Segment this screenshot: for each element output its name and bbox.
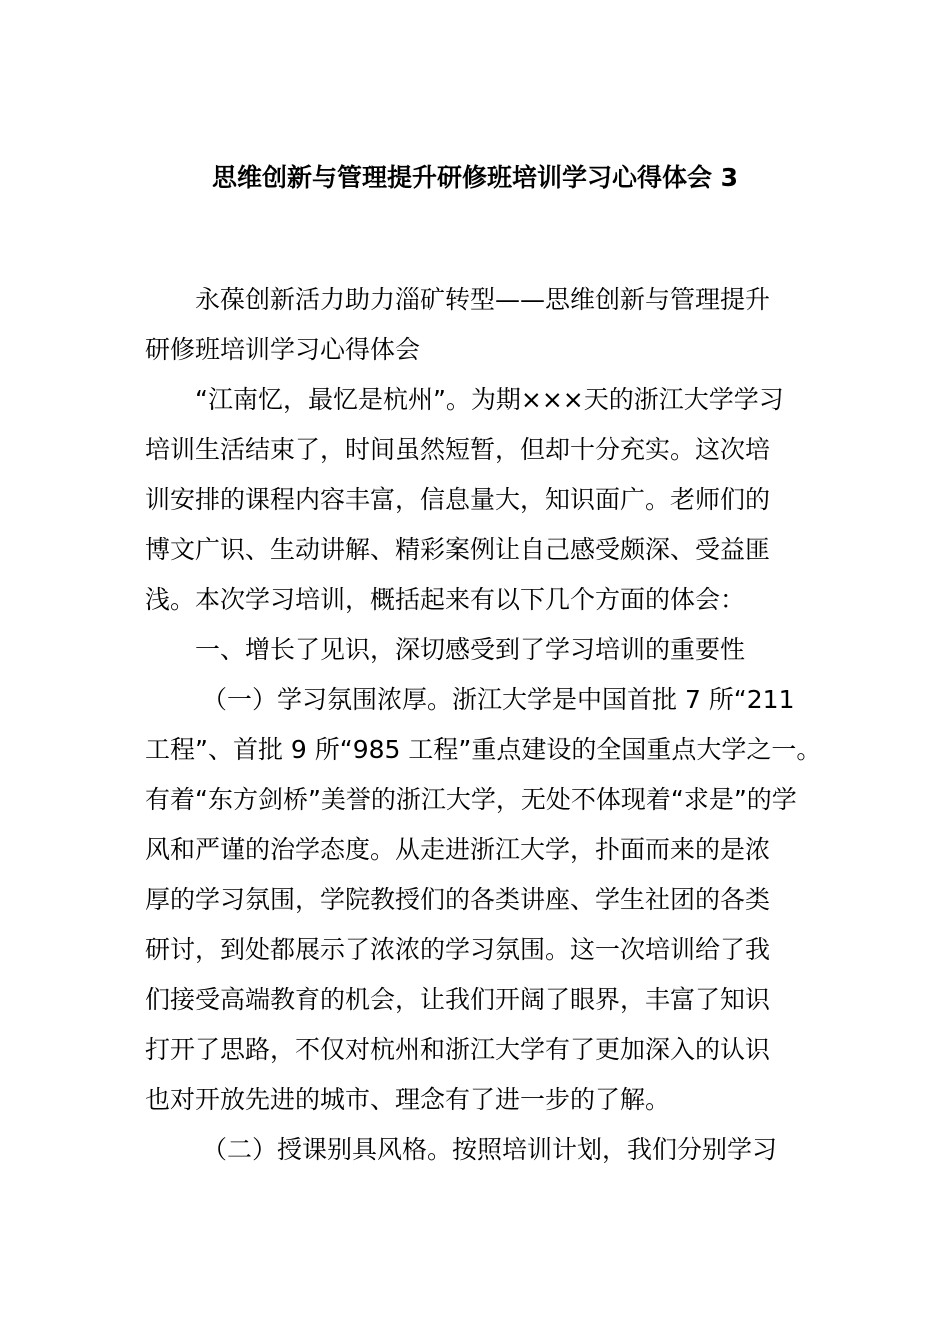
paragraph-line: 浅。本次学习培训，概括起来有以下几个方面的体会： — [145, 585, 746, 614]
paragraph-line: 风和严谨的治学态度。从走进浙江大学，扑面而来的是浓 — [145, 835, 771, 864]
paragraph-line: 打开了思路，不仅对杭州和浙江大学有了更加深入的认识 — [145, 1035, 771, 1064]
paragraph-line: 研讨，到处都展示了浓浓的学习氛围。这一次培训给了我 — [145, 935, 771, 964]
section-heading: 一、增长了见识，深切感受到了学习培训的重要性 — [195, 635, 746, 664]
paragraph-line: （二）授课别具风格。按照培训计划，我们分别学习 — [202, 1135, 778, 1164]
document-body — [145, 275, 825, 1175]
paragraph-line: “江南忆，最忆是杭州”。为期×××天的浙江大学学习 — [195, 385, 784, 414]
paragraph-line: 有着“东方剑桥”美誉的浙江大学，无处不体现着“求是”的学 — [145, 785, 797, 814]
paragraph-line: （一）学习氛围浓厚。浙江大学是中国首批 7 所“211 — [202, 685, 795, 714]
paragraph-line: 也对开放先进的城市、理念有了进一步的了解。 — [145, 1085, 671, 1114]
paragraph-line: 训安排的课程内容丰富，信息量大，知识面广。老师们的 — [145, 485, 771, 514]
paragraph-line: 培训生活结束了，时间虽然短暂，但却十分充实。这次培 — [145, 435, 771, 464]
paragraph-line: 们接受高端教育的机会，让我们开阔了眼界，丰富了知识 — [145, 985, 771, 1014]
paragraph-line: 厚的学习氛围，学院教授们的各类讲座、学生社团的各类 — [145, 885, 771, 914]
paragraph-line: 研修班培训学习心得体会 — [145, 335, 421, 364]
paragraph-line: 博文广识、生动讲解、精彩案例让自己感受颇深、受益匪 — [145, 535, 771, 564]
paragraph-line: 工程”、首批 9 所“985 工程”重点建设的全国重点大学之一。 — [145, 735, 822, 764]
paragraph-line: 永葆创新活力助力淄矿转型——思维创新与管理提升 — [195, 285, 771, 314]
document-title: 思维创新与管理提升研修班培训学习心得体会 3 — [211, 163, 739, 192]
